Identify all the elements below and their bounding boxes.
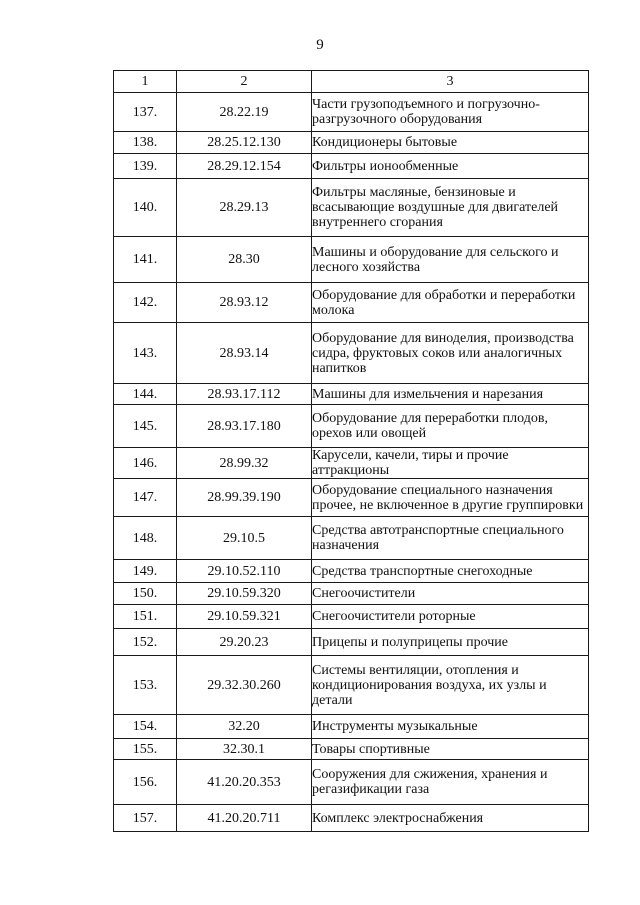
product-code-table	[113, 70, 589, 832]
row-number: 145.	[114, 405, 177, 448]
item-description: Инструменты музыкальные	[312, 715, 589, 739]
column-header-code: 2	[177, 71, 312, 93]
table-body	[114, 93, 589, 832]
classification-code: 28.29.13	[177, 179, 312, 237]
classification-code: 32.30.1	[177, 739, 312, 760]
row-number: 157.	[114, 805, 177, 832]
table-row	[114, 739, 589, 760]
row-number: 156.	[114, 760, 177, 805]
classification-code: 28.22.19	[177, 93, 312, 132]
item-description: Машины и оборудование для сельского и лесного хозяйства	[312, 237, 589, 283]
row-number: 151.	[114, 605, 177, 629]
table-row	[114, 132, 589, 154]
row-number: 152.	[114, 629, 177, 656]
table-row	[114, 237, 589, 283]
table-row	[114, 605, 589, 629]
item-description: Средства транспортные снегоходные	[312, 560, 589, 583]
classification-code: 32.20	[177, 715, 312, 739]
item-description: Оборудование для виноделия, производства сидра, фруктовых соков или аналогичных напитков	[312, 323, 589, 384]
item-description: Системы вентиляции, отопления и кондиционирования воздуха, их узлы и детали	[312, 656, 589, 715]
classification-code: 29.10.59.321	[177, 605, 312, 629]
table-row	[114, 323, 589, 384]
item-description: Средства автотранспортные специального назначения	[312, 517, 589, 560]
row-number: 142.	[114, 283, 177, 323]
table-row	[114, 629, 589, 656]
classification-code: 28.25.12.130	[177, 132, 312, 154]
table-row	[114, 384, 589, 405]
column-header-description: 3	[312, 71, 589, 93]
item-description: Кондиционеры бытовые	[312, 132, 589, 154]
classification-code: 41.20.20.711	[177, 805, 312, 832]
row-number: 147.	[114, 479, 177, 517]
item-description: Оборудование для обработки и переработки молока	[312, 283, 589, 323]
item-description: Снегоочистители роторные	[312, 605, 589, 629]
table-row	[114, 179, 589, 237]
item-description: Комплекс электроснабжения	[312, 805, 589, 832]
item-description: Товары спортивные	[312, 739, 589, 760]
item-description: Карусели, качели, тиры и прочие аттракционы	[312, 448, 589, 479]
page-number: 9	[316, 37, 324, 53]
item-description: Фильтры масляные, бензиновые и всасывающие воздушные для двигателей внутреннего сгорания	[312, 179, 589, 237]
table-row	[114, 760, 589, 805]
item-description: Оборудование специального назначения прочее, не включенное в другие группировки	[312, 479, 589, 517]
row-number: 138.	[114, 132, 177, 154]
row-number: 137.	[114, 93, 177, 132]
row-number: 150.	[114, 583, 177, 605]
classification-code: 41.20.20.353	[177, 760, 312, 805]
classification-code: 28.30	[177, 237, 312, 283]
row-number: 153.	[114, 656, 177, 715]
row-number: 155.	[114, 739, 177, 760]
classification-code: 28.93.14	[177, 323, 312, 384]
row-number: 149.	[114, 560, 177, 583]
classification-code: 29.32.30.260	[177, 656, 312, 715]
classification-code: 28.93.12	[177, 283, 312, 323]
table-row	[114, 154, 589, 179]
table-row	[114, 517, 589, 560]
classification-code: 29.20.23	[177, 629, 312, 656]
row-number: 146.	[114, 448, 177, 479]
row-number: 143.	[114, 323, 177, 384]
table-row	[114, 405, 589, 448]
table-row	[114, 656, 589, 715]
table-row	[114, 479, 589, 517]
table-row	[114, 448, 589, 479]
table-row	[114, 283, 589, 323]
classification-code: 28.99.32	[177, 448, 312, 479]
row-number: 140.	[114, 179, 177, 237]
column-header-number: 1	[114, 71, 177, 93]
classification-code: 28.29.12.154	[177, 154, 312, 179]
table-row	[114, 560, 589, 583]
item-description: Сооружения для сжижения, хранения и регазификации газа	[312, 760, 589, 805]
row-number: 148.	[114, 517, 177, 560]
item-description: Части грузоподъемного и погрузочно- разгрузочного оборудования	[312, 93, 589, 132]
classification-code: 28.93.17.112	[177, 384, 312, 405]
classification-code: 28.93.17.180	[177, 405, 312, 448]
table-row	[114, 93, 589, 132]
table-row	[114, 805, 589, 832]
item-description: Фильтры ионообменные	[312, 154, 589, 179]
item-description: Прицепы и полуприцепы прочие	[312, 629, 589, 656]
row-number: 141.	[114, 237, 177, 283]
item-description: Оборудование для переработки плодов, орехов или овощей	[312, 405, 589, 448]
row-number: 154.	[114, 715, 177, 739]
classification-code: 29.10.52.110	[177, 560, 312, 583]
table-header-row	[114, 71, 589, 93]
item-description: Снегоочистители	[312, 583, 589, 605]
classification-code: 28.99.39.190	[177, 479, 312, 517]
table-row	[114, 583, 589, 605]
table-row	[114, 715, 589, 739]
classification-code: 29.10.5	[177, 517, 312, 560]
item-description: Машины для измельчения и нарезания	[312, 384, 589, 405]
classification-code: 29.10.59.320	[177, 583, 312, 605]
row-number: 139.	[114, 154, 177, 179]
row-number: 144.	[114, 384, 177, 405]
